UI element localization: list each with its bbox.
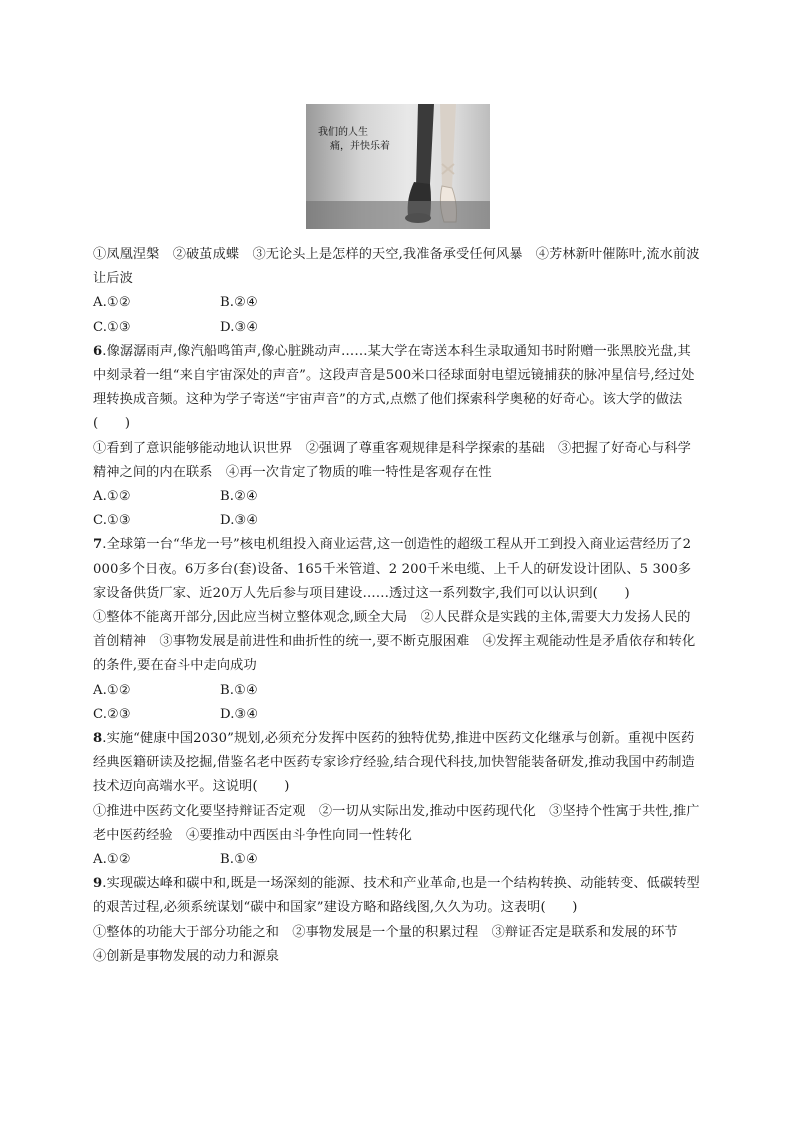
q6-option-a[interactable]: A.①② [93, 489, 131, 505]
figure-caption [318, 126, 390, 154]
q6-stem [93, 340, 703, 437]
q9-stem-text: .实现碳达峰和碳中和,既是一场深刻的能源、技术和产业革命,也是一个结构转换、动能转变、低碳转型的艰苦过程,必须系统谋划“碳中和国家”建设方略和路线图,久久为功。这表明( ) [93, 876, 700, 916]
q7-stem [93, 533, 703, 606]
q9-stem [93, 872, 703, 920]
q5-statements: ①凤凰涅槃 ②破茧成蝶 ③无论头上是怎样的天空,我准备承受任何风暴 ④芳林新叶催陈叶,流水前波让后波 [93, 247, 700, 287]
q5-option-a[interactable]: A.①② [93, 295, 131, 311]
q7-option-a[interactable]: A.①② [93, 682, 131, 698]
figure-ballet-image [306, 104, 490, 229]
q7-option-d[interactable]: D.③④ [220, 706, 259, 722]
q7-option-c[interactable]: C.②③ [93, 706, 131, 722]
q7-number: 7 [93, 537, 103, 553]
q5-option-b[interactable]: B.②④ [220, 295, 258, 311]
q9-number: 9 [93, 876, 103, 892]
questions-body [93, 243, 703, 969]
q8-stem-text: .实施“健康中国2030”规划,必须充分发挥中医药的独特优势,推进中医药文化继承与创新。重视中医药经典医籍研读及挖掘,借鉴名老中医药专家诊疗经验,结合现代科技,加快智能装备研发,推动我国中药制造技术迈向高端水平。这说明( ) [93, 731, 695, 795]
q8-option-b[interactable]: B.①④ [220, 852, 258, 868]
q8-number: 8 [93, 731, 103, 747]
q8-statements: ①推进中医药文化要坚持辩证否定观 ②一切从实际出发,推动中医药现代化 ③坚持个性寓于共性,推广老中医药经验 ④要推动中西医由斗争性向同一性转化 [93, 803, 700, 843]
q6-option-c[interactable]: C.①③ [93, 513, 131, 529]
q5-options-row-2 [93, 316, 703, 340]
q5-options-row-1 [93, 291, 703, 315]
q6-options-row-2 [93, 509, 703, 533]
q7-options-row-2 [93, 703, 703, 727]
q7-option-b[interactable]: B.①④ [220, 682, 258, 698]
q6-statements: ①看到了意识能够能动地认识世界 ②强调了尊重客观规律是科学探索的基础 ③把握了好奇心与科学精神之间的内在联系 ④再一次肯定了物质的唯一特性是客观存在性 [93, 440, 691, 480]
ballet-feet-icon [306, 104, 490, 229]
q6-options-row-1 [93, 485, 703, 509]
q6-stem-text: .像潺潺雨声,像汽船鸣笛声,像心脏跳动声……某大学在寄送本科生录取通知书时附赠一张黑胶光盘,其中刻录着一组“来自宇宙深处的声音”。这段声音是500米口径球面射电望远镜捕获的脉冲星信号,经过处理转换成音频。这种为学子寄送“宇宙声音”的方式,点燃了他们探索科学奥秘的好奇心。该大学的做法( ) [93, 343, 695, 432]
q8-stem [93, 727, 703, 800]
q6-number: 6 [93, 343, 103, 359]
q8-option-a[interactable]: A.①② [93, 852, 131, 868]
q7-statements: ①整体不能离开部分,因此应当树立整体观念,顾全大局 ②人民群众是实践的主体,需要大力发扬人民的首创精神 ③事物发展是前进性和曲折性的统一,要不断克服困难 ④发挥主观能动性是矛盾依存和转化的条件,要在奋斗中走向成功 [93, 610, 696, 674]
q7-options-row-1 [93, 679, 703, 703]
caption-line-2: 痛，并快乐着 [330, 141, 390, 152]
q6-option-d[interactable]: D.③④ [220, 513, 259, 529]
q9-statements-line-1: ①整体的功能大于部分功能之和 ②事物发展是一个量的积累过程 ③辩证否定是联系和发展的环节 [93, 924, 678, 940]
q9-statements-line-2: ④创新是事物发展的动力和源泉 [93, 948, 280, 964]
q7-stem-text: .全球第一台“华龙一号”核电机组投入商业运营,这一创造性的超级工程从开工到投入商业运营经历了2 000多个日夜。6万多台(套)设备、165千米管道、2 200千米电缆、上千人的研发设计团队、5 300多家设备供货厂家、近20万人先后参与项目建设……透过这一系列数字,我们可以认识到( ) [93, 537, 692, 601]
q6-option-b[interactable]: B.②④ [220, 489, 258, 505]
q8-options-row-1 [93, 848, 703, 872]
q5-option-c[interactable]: C.①③ [93, 319, 131, 335]
caption-line-1: 我们的人生 [318, 127, 368, 138]
q5-option-d[interactable]: D.③④ [220, 319, 259, 335]
